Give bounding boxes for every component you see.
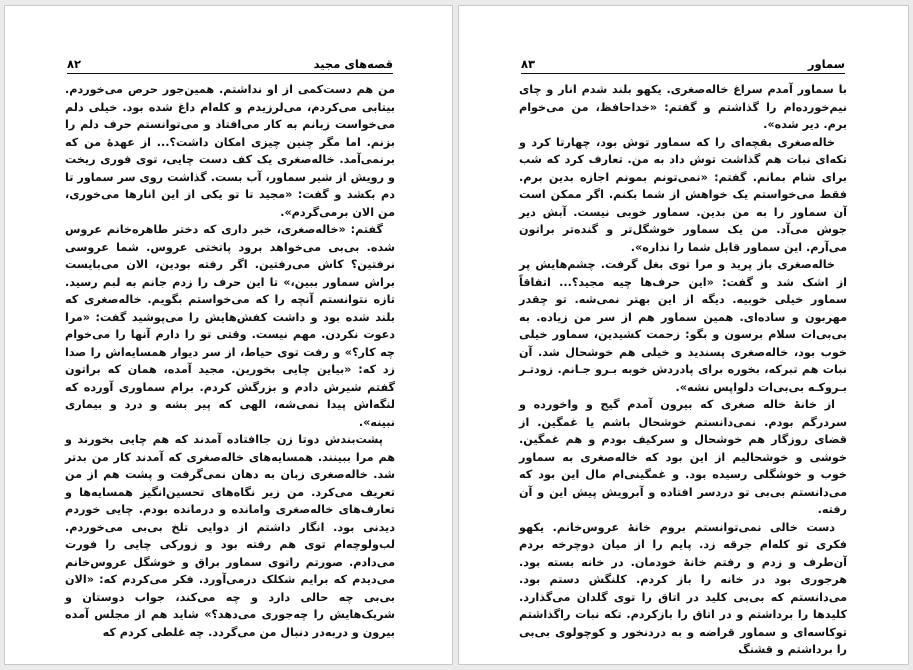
page-header <box>521 56 845 74</box>
paragraph: من هم دست‌کمی از او نداشتم. همین‌جور حرص می‌خوردم. بیتابی می‌کردم، می‌لرزیدم و کله‌ام داغ شده بود. خیلی دلم می‌خواست زبانم به کار می‌افتاد و می‌توانستم حرف دلم را بزنم. اما مگر چنین چیزی امکان داشت؟... از عهدهٔ من که برنمی‌آمد. خاله‌صغری یک کف دست چایی، توی فوری ریخت و رویش از شیر سماور، آب بست. گذاشت روی سر سماور تا دم بکشد و گفت: «مجید تا تو یکی از این انارها می‌خوری، من الان برمی‌گردم». <box>65 83 395 219</box>
page-number: ۸۳ <box>521 57 536 71</box>
paragraph: دست خالی نمی‌توانستم بروم خانهٔ عروس‌خانم. یکهو فکری تو کله‌ام جرقه زد. پایم را از میان دوچرخه بردم آن‌طرف و زدم و رفتم خانهٔ خودمان. در خانه بسته بود. هرجوری بود در خانه را باز کردم. کلنگش دستم بود. می‌دانستم که بی‌بی کلید در اتاق را توی گلدان می‌گذارد. کلیدها را برداشتم و در اتاق را بازکردم. تکه نبات راگذاشتم توکاسه‌ای و سماور قراضه و به دردنخور و کوچولوی بی‌بی را برداشتم و قشنگ <box>519 520 847 656</box>
page-number: ۸۲ <box>67 57 82 71</box>
paragraph: پشت‌بندش دوتا زن جاافتاده آمدند که هم چایی بخورند و هم مرا ببینند. همسایه‌های خاله‌صغری که آمدند کار من بدتر شد. خاله‌صغری زبان به دهان نمی‌گرفت و پشت هم از من تعریف می‌کرد. من زیر نگاه‌های تحسین‌انگیز همسایه‌ها و تعارف‌های خاله‌صغری وامانده و درمانده بودم. چایی خوردم دیدنی بود. انگار داشتم از دوایی تلخ بی‌بی می‌خوردم. لب‌ولوچه‌ام توی هم رفته بود و زورکی چایی را فورت می‌دادم. صورتم راتوی سماور براق و خوشگل عروس‌خانم می‌دیدم که برایم شکلک درمی‌آورد. فکر می‌کردم که: «الان بی‌بی چه حالی دارد و چه می‌کند، جواب دوستان و شریک‌هایش را چه‌جوری می‌دهد؟» شاید هم از مجلس آمده بیرون و دربه‌در دنبال من می‌گردد. چه غلطی کردم که <box>65 433 395 639</box>
page-body <box>65 81 395 641</box>
paragraph: گفتم: «خاله‌صغری، خبر داری که دختر طاهره‌خانم عروس شده. بی‌بی می‌خواهد برود پاتختی عروس. شما عروسی نرفتین؟ کاش می‌رفتین. اگر رفته بودین، الان می‌بایست براش سماور ببین،» تا این حرف را زدم جانم به لبم رسید. تازه نتوانستم آنچه را که می‌خواستم بگویم. خاله‌صغری که بلند شده بود و داشت کفش‌هایش را می‌پوشید گفت: «مرا دعوت نکردن. مهم نیست. وقتی تو را دارم آنها را می‌خوام چه کار؟» و رفت توی حیاط، از سر دیوار همسایه‌اش را صدا زد که: «بیاین چایی بخورین. مجید آمده، همان که براتون گفتم شیرش دادم و بزرگش کردم. برام سماوری آورده که لنگه‌اش پیدا نمی‌شه، الهی که پیر بشه و درد و بیماری نبینه». <box>65 223 395 429</box>
running-title: سماور <box>807 57 845 71</box>
running-title: قصه‌های مجید <box>313 57 393 71</box>
right-page <box>458 5 909 665</box>
paragraph: از خانهٔ خاله صغری که بیرون آمدم گیج و واخورده و سردرگم بودم. نمی‌دانستم خوشحال باشم یا غمگین. از قضای روزگار هم خوشحال و سرکیف بودم و هم غمگین. خوشی و خوشحالیم از این بود که خاله‌صغری به سماور خوب و خوشگلی رسیده بود. و غمگینی‌ام مال این بود که می‌دانستم بی‌بی تو دردسر افتاده و آبرویش پیش این و آن رفته. <box>519 398 847 516</box>
left-page <box>4 5 453 665</box>
page-body <box>519 81 847 659</box>
page-header <box>67 56 393 74</box>
paragraph: با سماور آمدم سراغ خاله‌صغری. یکهو بلند شدم انار و چای نیم‌خورده‌ام را گذاشتم و گفتم: «خداحافظ، من می‌خوام برم. دیر شده». <box>519 83 847 131</box>
paragraph: خاله‌صغری بقچه‌ای را که سماور توش بود، چهارتا کرد و تکه‌ای نبات هم گذاشت توش داد به من. تعارف کرد که شب برای شام بمانم. گفتم: «نمی‌تونم بمونم اجازه بدین برم. فقط می‌خواستم یک خواهش از شما بکنم. اگر ممکن است آن سماور را به من بدین. سماور خوبی نیست. آبش دیر جوش می‌آد. من یک سماور خوشگل‌تر و گنده‌تر براتون می‌آرم. این سماور قابل شما را نداره». <box>519 135 847 254</box>
paragraph: خاله‌صغری باز پرید و مرا توی بغل گرفت. چشم‌هایش پر از اشک شد و گفت: «این حرف‌ها چیه مجید؟... اتفاقاً سماور خیلی خوبیه. دیگه از این بهتر نمی‌شه. تو چقدر مهربون و ساده‌ای. همین سماور هم از سر من زیاده. به بی‌بی‌ات سلام برسون و بگو: زحمت کشیدین، سماور خیلی خوب بود، خاله‌صغری پسندید و خیلی هم خوشحال شد. آن نبات هم تبرکه، بخوره برای پادردش خوبه بـرو جـانم. زودتـر بـروکـه بی‌بی‌ات دلواپس نشه». <box>519 258 847 394</box>
